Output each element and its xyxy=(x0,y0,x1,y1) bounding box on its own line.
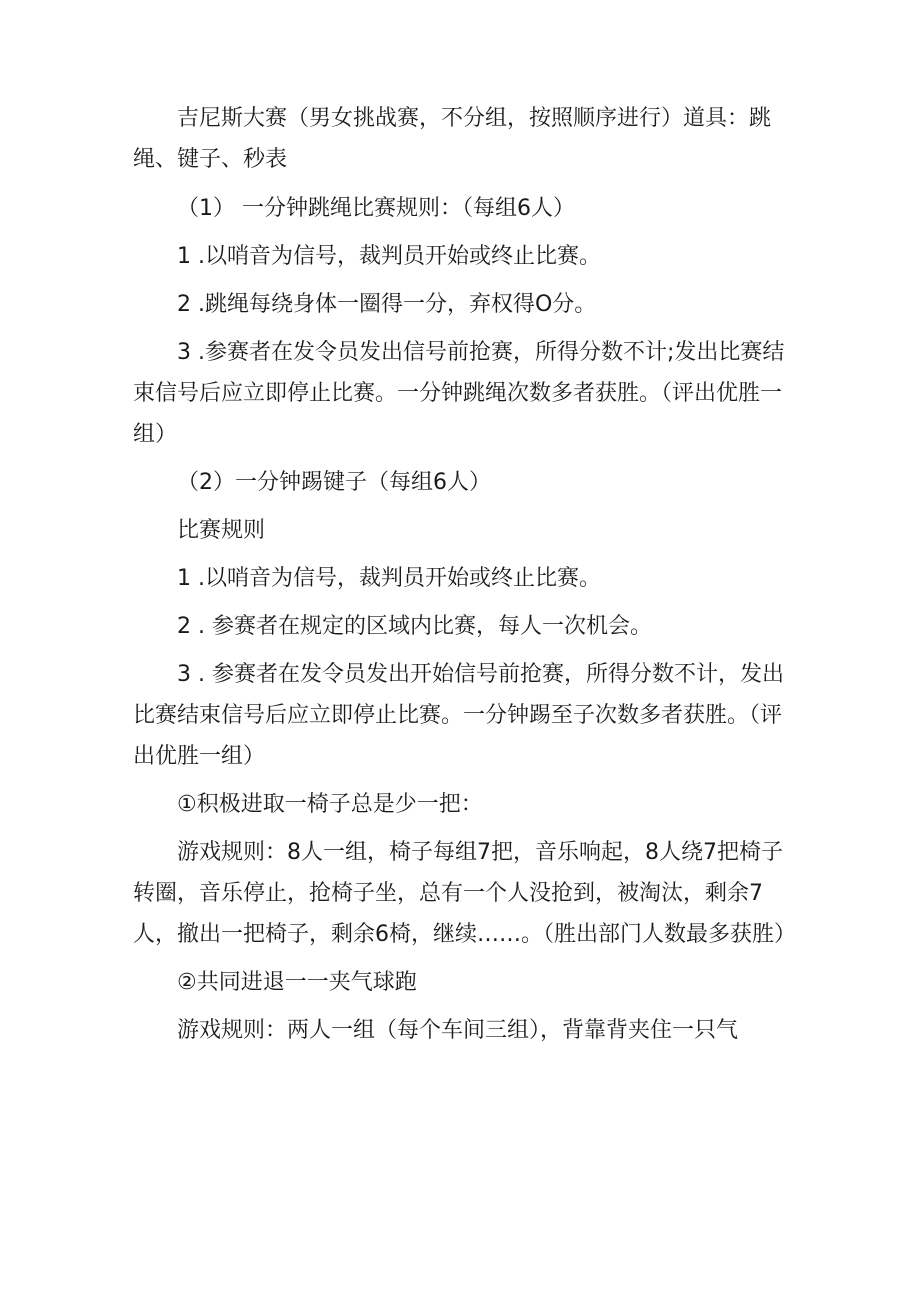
paragraph-rule-2-1: 1 .以哨音为信号，裁判员开始或终止比赛。 xyxy=(177,566,601,591)
paragraph-game-1-rules: 游戏规则：8人一组，椅子每组7把，音乐响起，8人绕7把椅子转圈，音乐停止，抢椅子坐，总有一个人没抢到，被淘汰，剩余7人，撤出一把椅子，剩余6椅，继续……。（胜出部门人数最多获胜） xyxy=(133,840,796,947)
paragraph-rule-1-1: 1 .以哨音为信号，裁判员开始或终止比赛。 xyxy=(177,244,601,269)
paragraph-game-2-title: ②共同进退一一夹气球跑 xyxy=(177,970,417,995)
paragraph-rule-2-2: 2 . 参赛者在规定的区域内比赛，每人一次机会。 xyxy=(177,614,652,639)
document-body xyxy=(133,98,796,1051)
paragraph-game-2-rules: 游戏规则：两人一组（每个车间三组），背靠背夹住一只气 xyxy=(177,1018,739,1043)
paragraph-section-1-title: （1） 一分钟跳绳比赛规则：（每组6人） xyxy=(177,196,575,221)
paragraph-game-1-title: ①积极进取一椅子总是少一把： xyxy=(177,792,483,817)
paragraph-rule-1-2: 2 .跳绳每绕身体一圈得一分，弃权得O分。 xyxy=(177,292,597,317)
paragraph-intro: 吉尼斯大赛（男女挑战赛，不分组，按照顺序进行）道具：跳绳、键子、秒表 xyxy=(133,106,772,172)
paragraph-section-2-title: （2）一分钟踢键子（每组6人） xyxy=(177,470,491,495)
paragraph-rule-2-3: 3 . 参赛者在发令员发出开始信号前抢赛，所得分数不计，发出比赛结束信号后应立即停止比赛。一分钟踢至子次数多者获胜。（评出优胜一组） xyxy=(133,662,784,769)
paragraph-rules-heading: 比赛规则 xyxy=(177,518,266,543)
paragraph-rule-1-3: 3 .参赛者在发令员发出信号前抢赛，所得分数不计;发出比赛结束信号后应立即停止比赛。一分钟跳绳次数多者获胜。（评出优胜一组） xyxy=(133,340,785,447)
